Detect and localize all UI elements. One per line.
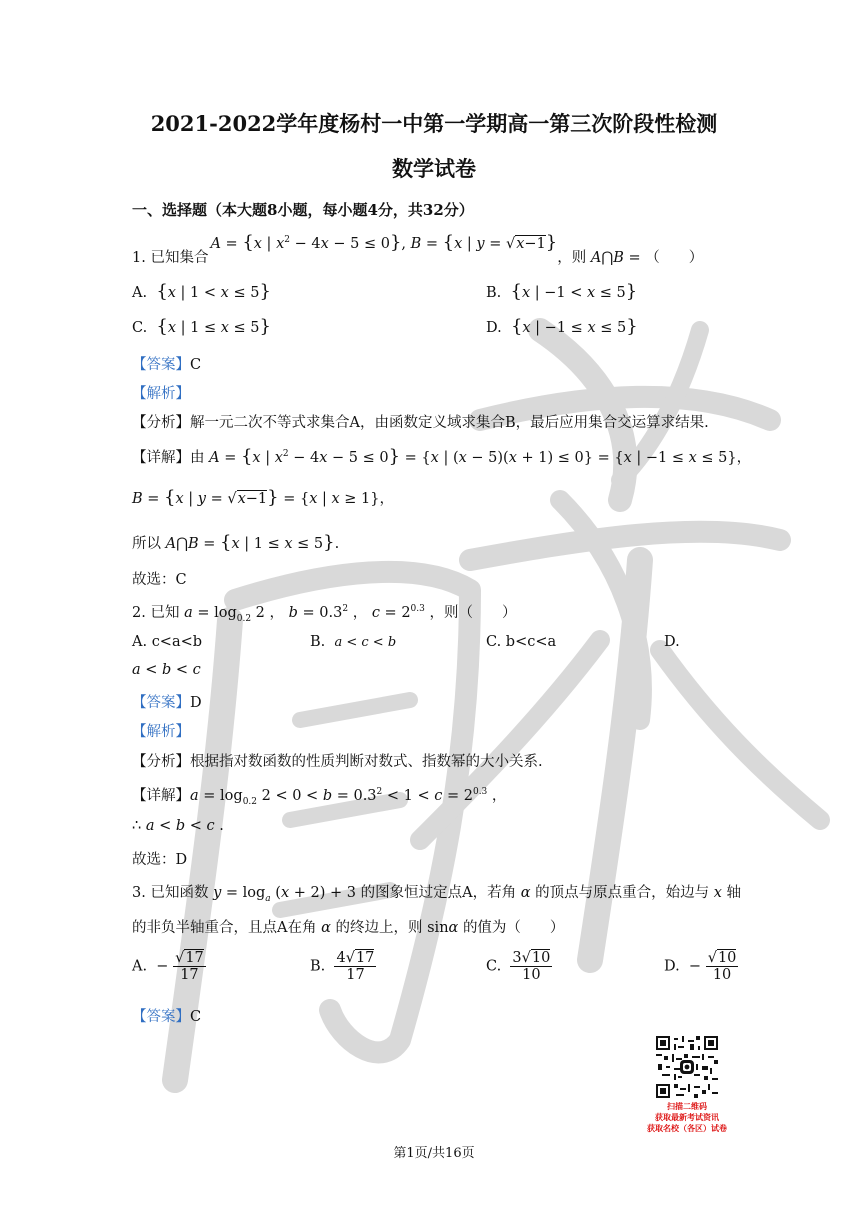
q1-analysis-tag: 【解析】	[132, 386, 190, 402]
qr-code	[656, 1036, 718, 1098]
q3-answer: 【答案】C	[132, 1009, 202, 1025]
q2-option-a: A. c<a<b	[132, 634, 203, 650]
q1-stem: 1. 已知集合A = {x | $x^2 - 4x - 5 \le 0$}, B = {x | y = √x−1}，则 A⋂B = （ ）	[132, 232, 704, 266]
qr-caption-3: 获取名校（各区）试卷	[647, 1123, 727, 1133]
q3-option-c: C. $\frac{3√10}{10}$	[486, 950, 551, 983]
q3-stem-line2: 的非负半轴重合，且点A在角 α 的终边上，则 sinα 的值为（ ）	[132, 920, 565, 936]
qr-caption-2: 获取最新考试资讯	[655, 1112, 719, 1122]
page-footer: 第1页/共16页	[393, 1146, 475, 1161]
q1-answer: 【答案】C	[132, 357, 202, 373]
q2-detail-1: 【详解】$a = \log_{0.2} 2 < 0 < b = 0.3^2 < 1 < c = 2^{0.3}$ ，	[132, 787, 507, 807]
q2-option-b: B. a < c < b	[310, 634, 397, 650]
q1-final: 故选：C	[132, 572, 187, 588]
q2-option-d: D.	[664, 634, 680, 650]
page-title: 2021-2022学年度杨村一中第一学期高一第三次阶段性检测	[150, 111, 718, 136]
q3-option-d: D. − $\frac{√10}{10}$	[664, 950, 737, 983]
q1-detail-2: B = {x | y = √x−1} = {x | x ≥ 1}，	[132, 487, 395, 508]
page-subtitle: 数学试卷	[392, 156, 476, 181]
q2-stem: 2. 已知 $a = \log_{0.2} 2$ ， $b = 0.3^2$ ， $c = 2^{0.3}$ ，则（ ）	[132, 604, 517, 624]
q1-sets: A = {x | $x^2 - 4x - 5 \le 0$}, B = {x | y = √x−1}	[210, 232, 558, 253]
q2-analysis-tag: 【解析】	[132, 724, 190, 740]
q1-detail-3: 所以 A⋂B = {x | 1 ≤ x ≤ 5}.	[132, 532, 340, 553]
q3-option-a: A. − $\frac{√17}{17}$	[132, 950, 204, 983]
q1-prefix: 1. 已知集合	[132, 250, 209, 266]
q3-option-b: B. $\frac{4√17}{17}$	[310, 950, 375, 983]
q1-fenxi: 【分析】解一元二次不等式求集合A，由函数定义域求集合B，最后应用集合交运算求结果.	[132, 415, 709, 431]
q1-option-a: A. {x | 1 < x ≤ 5}	[132, 281, 271, 302]
q1-option-b: B. {x | −1 < x ≤ 5}	[486, 281, 638, 302]
q2-option-c: C. b<c<a	[486, 634, 557, 650]
q1-option-c: C. {x | 1 ≤ x ≤ 5}	[132, 316, 271, 337]
q1-suffix: ，则	[557, 250, 587, 266]
q2-fenxi: 【分析】根据指对数函数的性质判断对数式、指数幂的大小关系.	[132, 754, 543, 770]
q3-stem-line1: 3. 已知函数 $y = \log_a (x + 2) + 3$ 的图象恒过定点A，若角 α 的顶点与原点重合，始边与 x 轴	[132, 885, 741, 904]
section-heading: 一、选择题（本大题8小题，每小题4分，共32分）	[132, 201, 474, 219]
q1-paren: （ ）	[645, 250, 704, 266]
q2-answer: 【答案】D	[132, 695, 202, 711]
q2-final: 故选：D	[132, 852, 188, 868]
q1-detail-1: 【详解】由 A = {x | $x^2 - 4x - 5 \le 0\} = \{x$ | (x − 5)(x + 1) ≤ 0} = {x | −1 ≤ x ≤ 5}，	[132, 446, 752, 467]
q2-detail-2: ∴ a < b < c .	[132, 818, 224, 834]
qr-caption-1: 扫描二维码	[667, 1101, 707, 1111]
q2-option-d-value: a < b < c	[132, 662, 201, 678]
q1-option-d: D. {x | −1 ≤ x ≤ 5}	[486, 316, 638, 337]
